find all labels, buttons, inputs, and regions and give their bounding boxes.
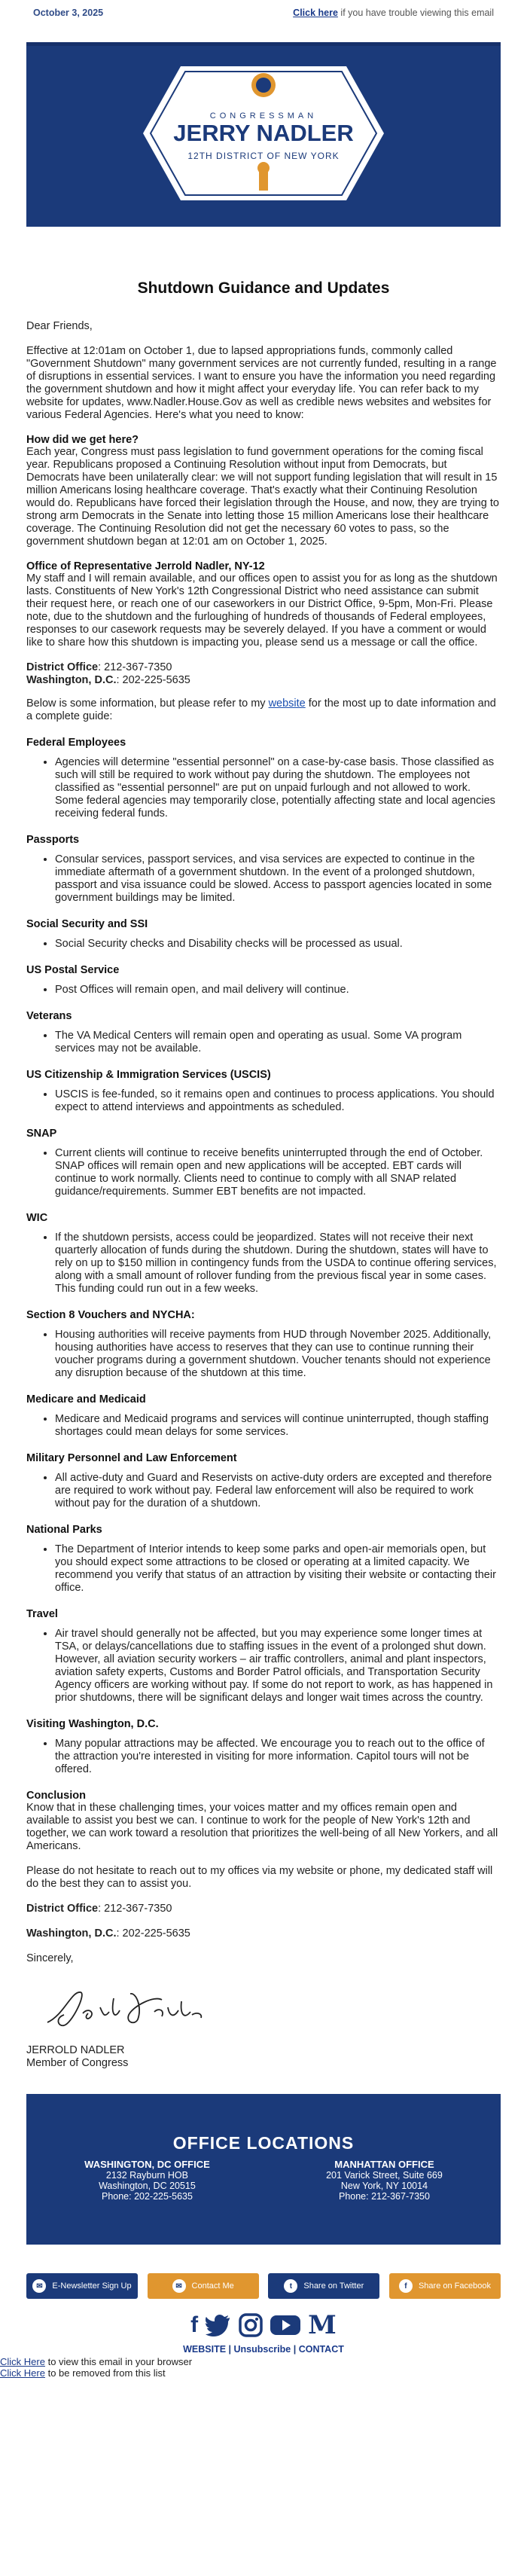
manhattan-office-block [326, 2159, 443, 2202]
footer-website-link[interactable]: WEBSITE [183, 2344, 227, 2355]
dc-office-name: WASHINGTON, DC OFFICE [84, 2159, 210, 2170]
contact-me-button[interactable] [148, 2273, 259, 2299]
email-date: October 3, 2025 [33, 8, 104, 18]
dc-office-addr2: Washington, DC 20515 [99, 2181, 196, 2191]
letter-body [0, 279, 527, 2070]
section-bullet: • Housing authorities will receive payments from HUD through November 2025. Additionally, housing authorities have access to reserves that they can use to continue running their voucher programs during a government shutdown. Voucher tenants should not experience any disruption because of the shutdown at this time. [55, 1329, 501, 1380]
section-bullet: • The VA Medical Centers will remain open and operating as usual. Some VA program services may not be available. [55, 1030, 501, 1055]
share-twitter-button[interactable] [268, 2273, 379, 2299]
district-office-phone: : 212-367-7350 [98, 661, 172, 673]
footer-unsubscribe-link[interactable]: Unsubscribe [233, 2344, 291, 2355]
page-title: Shutdown Guidance and Updates [137, 279, 390, 297]
section-heading: Passports [26, 834, 80, 846]
website-link[interactable]: website [268, 697, 306, 710]
view-online-link[interactable]: Click here [293, 8, 338, 18]
conclusion-text: Know that in these challenging times, your voices matter and my offices remain open and available to assist you best we can. I continue to work for the people of New York's 12th and together, we can work toward a resolution that prioritizes the well-being of all New Yorkers, and all Americans. [26, 1802, 498, 1852]
facebook-icon[interactable]: f [190, 2312, 199, 2337]
office-locations-heading: OFFICE LOCATIONS [172, 2133, 355, 2153]
section-bullet: • All active-duty and Guard and Reservists on active-duty orders are excepted and therefore are required to work without pay. Federal law enforcement will also be required to work without pay for the duration of a shutdown. [55, 1472, 501, 1510]
how-text: Each year, Congress must pass legislation to fund government operations for the coming fiscal year. Republicans proposed a Continuing Resolution without input from Democrats, but Democrats have been unilaterally clear: we will not support funding legislation that will result in 15 million Americans losing healthcare coverage. That's exactly what their Continuing Resolution would do. Republicans have forced their legislation through the House, and now, they are trying to strong arm Democrats in the Senate into letting those 15 million Americans lose their healthcare coverage. The Continuing Resolution did not get the necessary 60 votes to pass, so the government shutdown began at 12:01 am on October 1, 2025. [26, 446, 499, 548]
section-heading: US Postal Service [26, 964, 120, 976]
section-list [26, 1543, 501, 1595]
section-heading: Federal Employees [26, 737, 126, 749]
guidance-sections [26, 737, 501, 1776]
contact-label: Contact Me [191, 2281, 234, 2291]
section-list [26, 1147, 501, 1198]
manhattan-office-name: MANHATTAN OFFICE [334, 2159, 434, 2170]
section-heading: US Citizenship & Immigration Services (USCIS) [26, 1069, 271, 1081]
section-bullet: • If the shutdown persists, access could be jeopardized. States will not receive their next quarterly allocation of funds during the shutdown. During the shutdown, states will have to rely on up to $150 million in contingency funds from the USDA to continue offering services, along with a small amount of rollover funding from the previous fiscal year in some cases. This funding could run out in a few weeks. [55, 1232, 501, 1296]
newsletter-label: E-Newsletter Sign Up [52, 2281, 132, 2291]
contact-block-bottom-dc [26, 1927, 501, 1940]
section-heading: SNAP [26, 1128, 57, 1140]
section-bullet: • Current clients will continue to receive benefits uninterrupted through the end of October. SNAP offices will remain open and new applications will be accepted. EBT cards will continue to work normally. Clients need to continue to comply with all SNAP related guidance/requirements. Summer EBT benefits are not impacted. [55, 1147, 501, 1198]
office-text: My staff and I will remain available, and our offices open to assist you for as long as the shutdown lasts. Constituents of New York's 12th Congressional District who need assistance can submit their request here, or reach one of our caseworkers in our District Office, 9-5pm, Mon-Fri. Please note, due to the shutdown and the furloughing of hundreds of thousands of Federal employees, responses to our casework requests may be severely delayed. If you have a comment or would like to share how this shutdown is impacting you, please send us a message or call the office. [26, 572, 498, 649]
view-trouble-line [293, 8, 494, 18]
section-bullet: • Many popular attractions may be affected. We encourage you to reach out to the office of the attraction you're interested in visiting for more information. Capitol tours will not be offered. [55, 1738, 501, 1776]
footer-links: WEBSITE | Unsubscribe | CONTACT [183, 2344, 344, 2355]
contact-block [26, 661, 501, 687]
signer-name: JERROLD NADLER [26, 2044, 125, 2056]
info-pre: Below is some information, but please refer to my [26, 697, 269, 710]
section-bullet: • Air travel should generally not be affected, but you may experience some longer times at TSA, or delays/cancellations due to staffing issues in the event of a prolonged shut down. However, all aviation security workers – air traffic controllers, animal and plant inspectors, aviation safety experts, Customs and Border Patrol officials, and Transportation Security Agency officers are working without pay. If some do not report to work, as has happened in prior shutdowns, there will be significant delays and longer wait times across the country. [55, 1628, 501, 1705]
section-heading: Medicare and Medicaid [26, 1393, 146, 1406]
social-icons [0, 2311, 527, 2339]
newsletter-signup-button[interactable] [26, 2273, 138, 2299]
facebook-icon: f [399, 2279, 413, 2293]
manhattan-office-addr1: 201 Varick Street, Suite 669 [326, 2170, 443, 2181]
header-banner [26, 42, 501, 227]
info-paragraph [26, 697, 501, 723]
sincerely: Sincerely, [26, 1952, 74, 1964]
section-bullet: • Consular services, passport services, and visa services are expected to continue in the immediate aftermath of a government shutdown. In the event of a prolonged shutdown, passport and visa issuance could be slowed. Access to passport agencies located in some government buildings may be limited. [55, 853, 501, 905]
logo-line-name: JERRY NADLER [173, 120, 354, 146]
signer-title: Member of Congress [26, 2057, 129, 2069]
footer-contact-link[interactable]: CONTACT [298, 2344, 344, 2355]
district-office-label: District Office [26, 661, 99, 673]
dc-office-phone-line: Phone: 202-225-5635 [101, 2191, 193, 2202]
office-locations-banner [26, 2094, 501, 2245]
section-list [26, 1232, 501, 1296]
section-list [26, 853, 501, 905]
share-facebook-button[interactable] [389, 2273, 501, 2299]
youtube-icon[interactable] [270, 2314, 300, 2336]
section-list [26, 1628, 501, 1705]
mail-icon: ✉ [32, 2279, 46, 2293]
section-list [26, 1088, 501, 1114]
office-heading: Office of Representative Jerrold Nadler, NY-12 [26, 560, 265, 572]
conclusion-heading: Conclusion [26, 1790, 86, 1802]
section-bullet: • Agencies will determine "essential personnel" on a case-by-case basis. Those classified as such will still be required to work without pay during the shutdown. The employees not classified as "essential personnel" are put on unpaid furlough and not allowed to work. Some federal agencies may temporarily close, potentially affecting state and local agencies receiving federal funds. [55, 756, 501, 820]
section-list [26, 1472, 501, 1510]
manhattan-office-phone-line: Phone: 212-367-7350 [338, 2191, 430, 2202]
remove-from-list-text: to be removed from this list [44, 2367, 166, 2379]
district-office-phone: : 212-367-7350 [98, 1903, 172, 1915]
twitter-icon: t [284, 2279, 297, 2293]
section-heading: Military Personnel and Law Enforcement [26, 1452, 237, 1464]
section-bullet: • Social Security checks and Disability checks will be processed as usual. [55, 938, 501, 951]
dc-office-phone: : 202-225-5635 [116, 674, 190, 686]
logo-line-congressman: CONGRESSMAN [209, 111, 318, 121]
medium-icon[interactable]: M [308, 2310, 337, 2340]
how-heading: How did we get here? [26, 434, 139, 446]
section-list [26, 1413, 501, 1439]
section-heading: Section 8 Vouchers and NYCHA: [26, 1309, 195, 1321]
section-list [26, 984, 501, 997]
logo-line-district: 12TH DISTRICT OF NEW YORK [187, 151, 340, 161]
district-office-label: District Office [26, 1903, 99, 1915]
info-post: for the most up to date information and a complete guide: [26, 697, 496, 722]
section-list [26, 756, 501, 820]
facebook-label: Share on Facebook [418, 2281, 491, 2291]
tail-links [0, 2356, 527, 2379]
section-list [26, 1030, 501, 1055]
section-list [26, 1738, 501, 1776]
section-heading: Social Security and SSI [26, 918, 148, 930]
signature-image [41, 1985, 207, 2030]
view-in-browser-link[interactable]: Click Here [0, 2356, 45, 2367]
view-trouble-text: if you have trouble viewing this email [337, 8, 494, 18]
remove-from-list-link[interactable]: Click Here [0, 2367, 45, 2379]
congressman-logo [136, 55, 391, 212]
closing-text: Please do not hesitate to reach out to my offices via my website or phone, my dedicated staff will do the best they can to assist you. [26, 1865, 493, 1890]
section-heading: Veterans [26, 1010, 72, 1022]
contact-block-bottom [26, 1903, 501, 1915]
action-buttons [0, 2245, 527, 2299]
section-list [26, 1329, 501, 1380]
section-bullet: • Post Offices will remain open, and mail delivery will continue. [55, 984, 501, 997]
section-list [26, 938, 501, 951]
dc-office-phone: : 202-225-5635 [116, 1927, 190, 1940]
section-heading: Visiting Washington, D.C. [26, 1718, 159, 1730]
top-bar [0, 0, 527, 26]
section-heading: Travel [26, 1608, 58, 1620]
greeting: Dear Friends, [26, 320, 93, 332]
dc-office-label: Washington, D.C. [26, 1927, 117, 1940]
intro-paragraph: Effective at 12:01am on October 1, due to lapsed appropriations funds, commonly called "Government Shutdown" many government services are not currently funded, resulting in a range of disruptions in essential services. I want to ensure you have the information you need regarding the government shutdown and how it might affect your everyday life. You can refer back to my website for updates, www.Nadler.House.Gov as well as credible news websites and websites for various Federal Agencies. Here's what you need to know: [26, 345, 497, 421]
dc-office-addr1: 2132 Rayburn HOB [105, 2170, 188, 2181]
envelope-icon: ✉ [172, 2279, 186, 2293]
dc-office-label: Washington, D.C. [26, 674, 117, 686]
twitter-label: Share on Twitter [303, 2281, 364, 2291]
view-in-browser-text: to view this email in your browser [44, 2356, 193, 2367]
section-bullet: • Medicare and Medicaid programs and services will continue uninterrupted, though staffing shortages could mean delays for some services. [55, 1413, 501, 1439]
instagram-icon[interactable] [239, 2313, 263, 2337]
dc-office-block [84, 2159, 210, 2202]
section-bullet: • USCIS is fee-funded, so it remains open and continues to process applications. You should expect to attend interviews and appointments as scheduled. [55, 1088, 501, 1114]
section-bullet: • The Department of Interior intends to keep some parks and open-air memorials open, but you should expect some attractions to be closed or operating at a limited capacity. We recommend you verify that status of an attraction by visiting their website or contacting their office. [55, 1543, 501, 1595]
section-heading: WIC [26, 1212, 48, 1224]
manhattan-office-addr2: New York, NY 10014 [340, 2181, 428, 2191]
twitter-bird-icon[interactable] [206, 2314, 231, 2336]
section-heading: National Parks [26, 1524, 102, 1536]
